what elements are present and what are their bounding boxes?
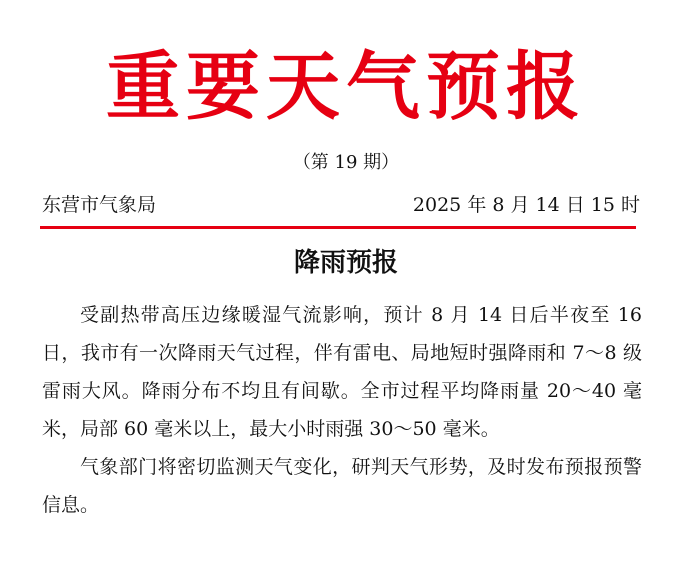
article-title: 降雨预报 [293, 248, 398, 278]
issuer: 东营市气象局 [42, 194, 157, 216]
meta-row [42, 196, 640, 215]
issue-number: （第 19 期） [292, 152, 400, 173]
issue-datetime: 2025 年 8 月 14 日 15 时 [412, 194, 640, 216]
paragraph-2: 气象部门将密切监测天气变化，研判天气形势，及时发布预报预警信息。 [42, 456, 642, 516]
red-divider [40, 226, 636, 229]
paragraph-1: 受副热带高压边缘暖湿气流影响，预计 8 月 14 日后半夜至 16 日，我市有一次降雨天气过程，伴有雷电、局地短时强降雨和 7～8 级雷雨大风。降雨分布不均且有间歇。全市过程平均降雨量 20～40 毫米，局部 60 毫米以上，最大小时雨强 30～50 毫米。 [42, 304, 642, 440]
article-body [42, 296, 642, 524]
masthead-title: 重要天气预报 [106, 44, 586, 130]
